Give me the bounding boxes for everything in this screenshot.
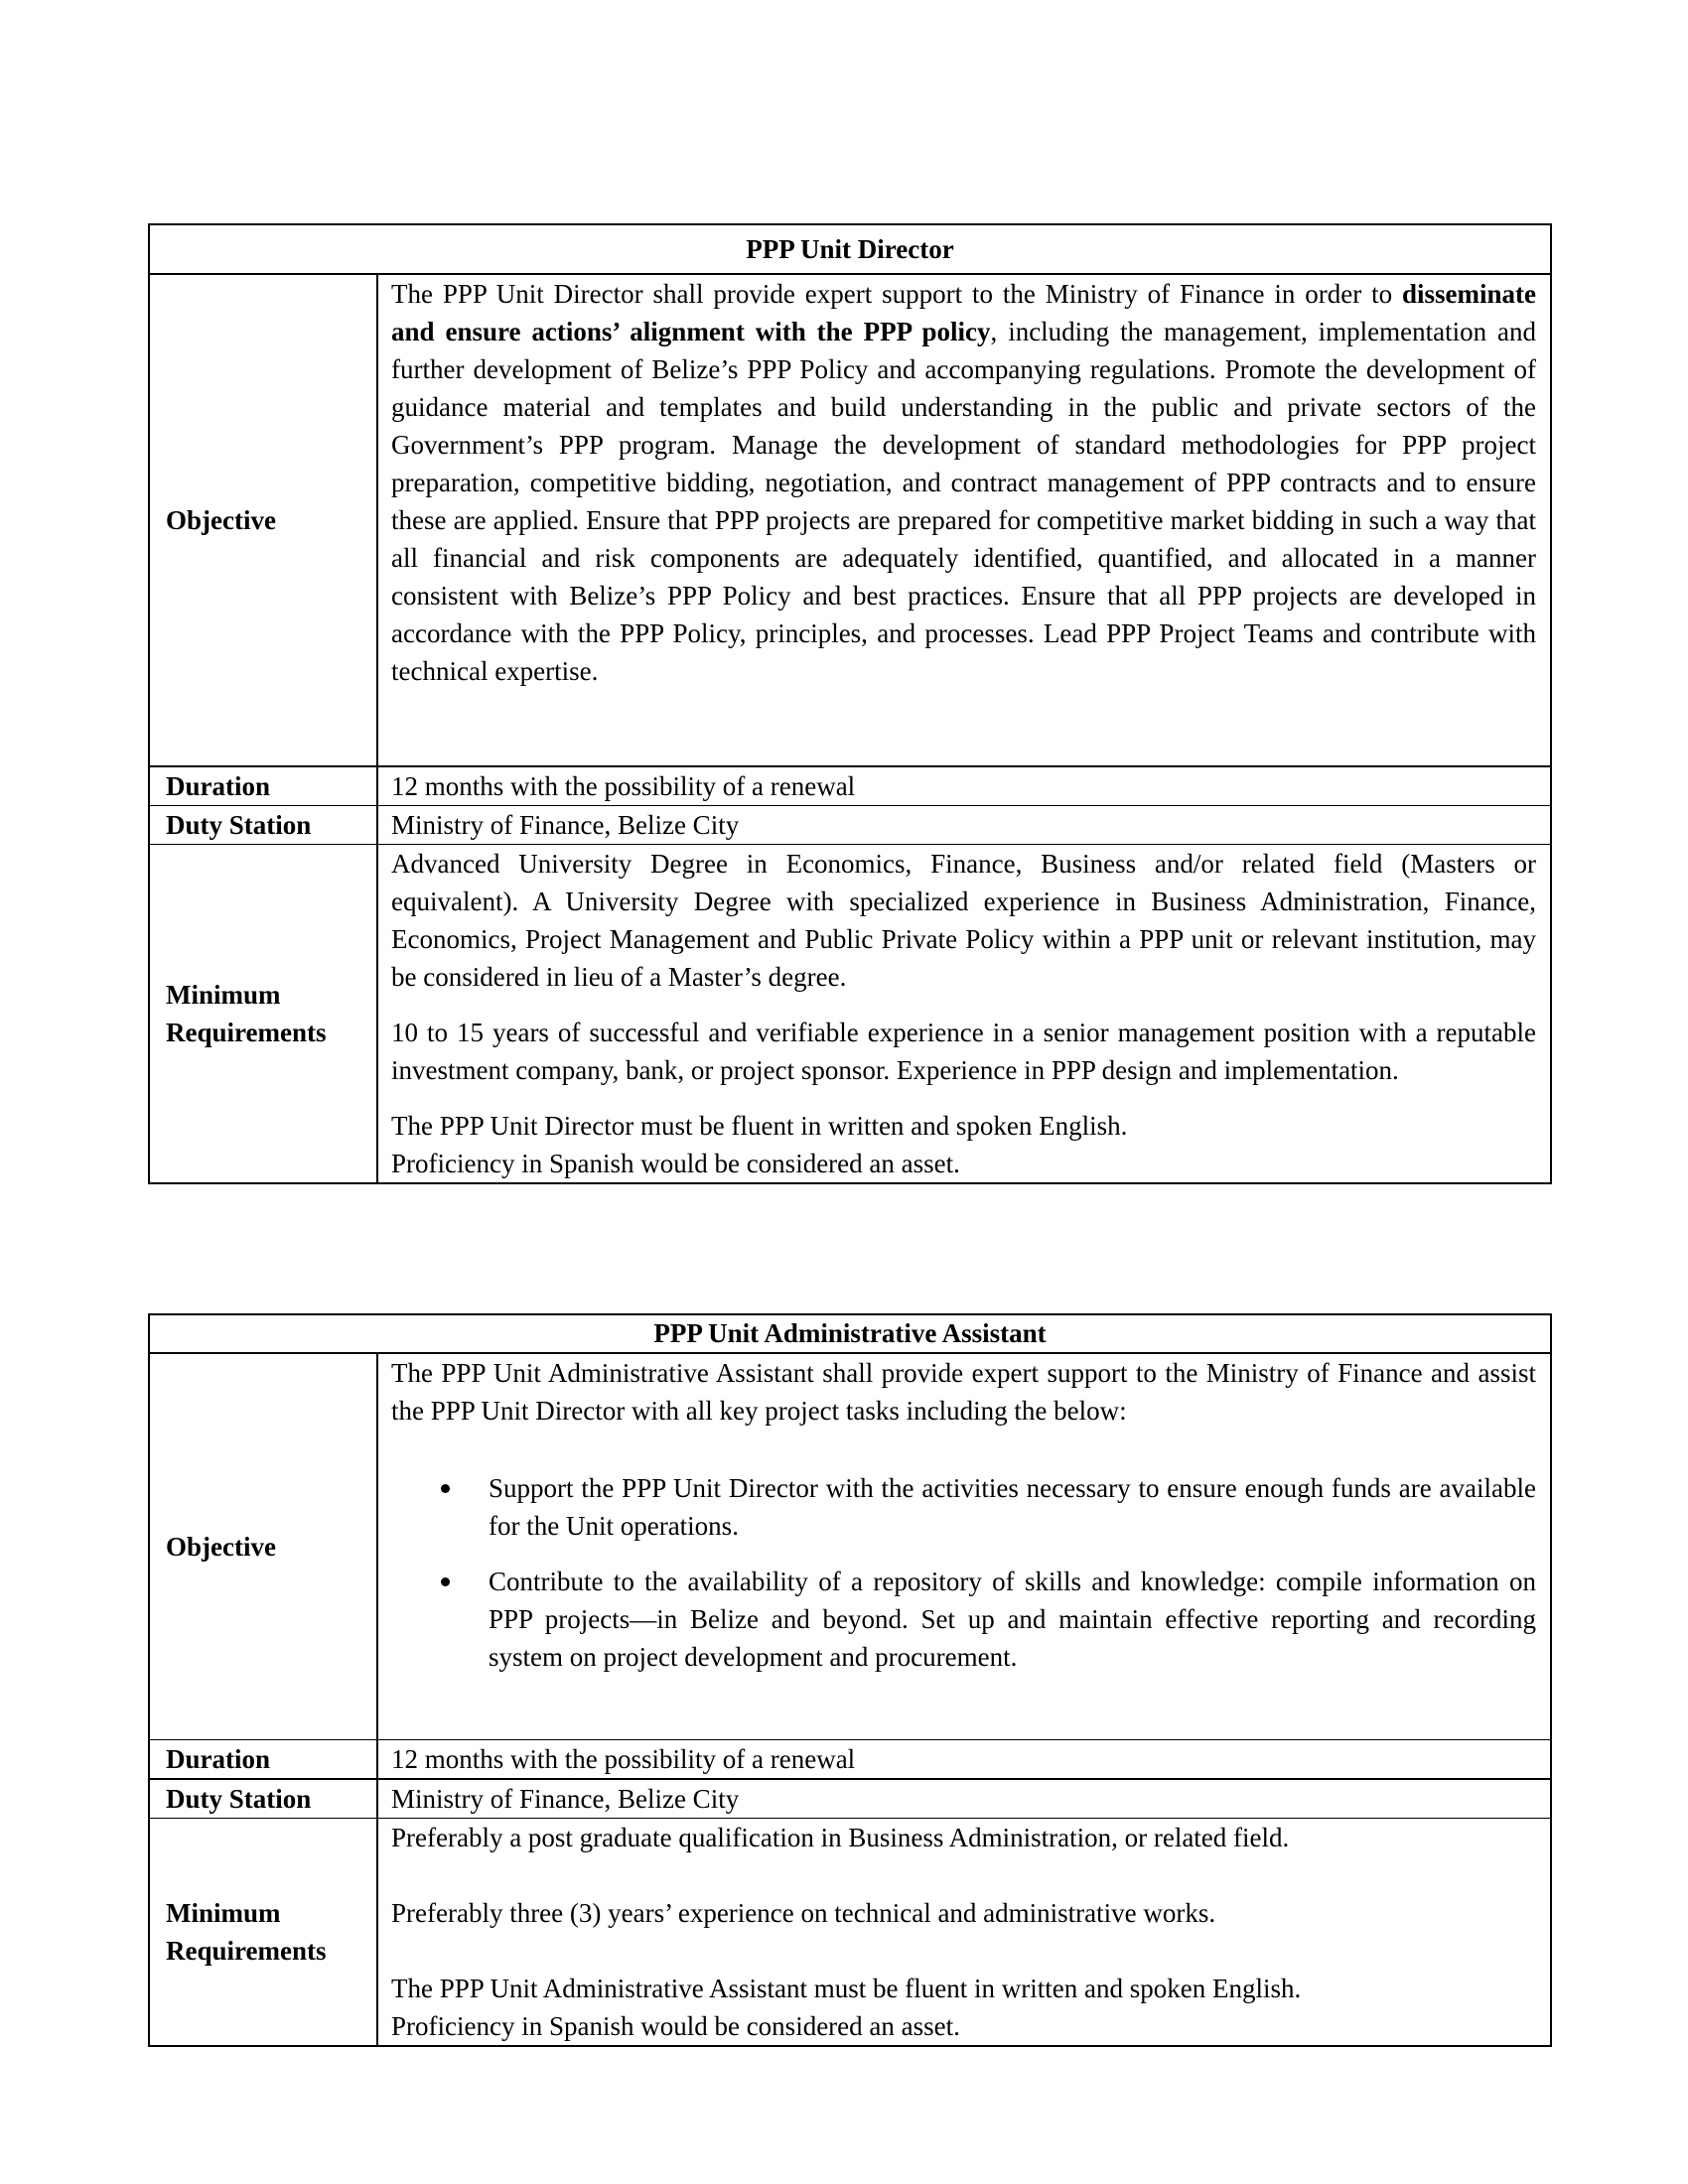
duration-value: 12 months with the possibility of a renewal (391, 1744, 856, 1774)
duration-row (150, 1740, 1550, 1780)
duration-row (150, 767, 1550, 806)
objective-text (378, 275, 1550, 765)
objective-bullet-list (391, 1469, 1536, 1676)
minimum-requirements-row (150, 1819, 1550, 2045)
row-label (150, 1819, 378, 2045)
minimum-requirements-text (378, 845, 1550, 1182)
bullet-icon (441, 1577, 450, 1586)
duty-station-row (150, 1780, 1550, 1819)
minimum-requirements-row (150, 845, 1550, 1182)
duty-station-value: Ministry of Finance, Belize City (391, 810, 740, 840)
objective-row (150, 275, 1550, 767)
requirement-paragraph: Proficiency in Spanish would be considered an asset. (391, 2011, 960, 2041)
objective-text (378, 1354, 1550, 1739)
requirement-paragraph: Proficiency in Spanish would be considered an asset. (391, 1149, 960, 1178)
ppp-unit-director-table (148, 223, 1552, 1184)
requirement-paragraph: The PPP Unit Administrative Assistant must be fluent in written and spoken English. (391, 1974, 1302, 2003)
requirement-paragraph: Preferably three (3) years’ experience on technical and administrative works. (391, 1898, 1216, 1928)
table-title: PPP Unit Director (150, 225, 1550, 275)
objective-row (150, 1354, 1550, 1740)
minimum-requirements-text (378, 1819, 1550, 2045)
bullet-item (391, 1563, 1536, 1676)
row-label-line: Requirements (166, 1018, 327, 1047)
row-label (150, 845, 378, 1182)
row-label: Duty Station (150, 1780, 378, 1818)
duty-station-value: Ministry of Finance, Belize City (391, 1784, 740, 1814)
requirement-paragraph: The PPP Unit Director must be fluent in written and spoken English. (391, 1111, 1128, 1141)
row-label: Objective (150, 1354, 378, 1739)
duty-station-row (150, 806, 1550, 845)
requirement-paragraph: 10 to 15 years of successful and verifiable experience in a senior management position with a reputable investment company, bank, or project sponsor. Experience in PPP design and implementation. (391, 1018, 1536, 1085)
objective-text-end: , including the management, implementation and further development of Belize’s PPP Policy and accompanying regulations. Promote the development of guidance material and templates and build understanding in the public and private sectors of the Government’s PPP program. Manage the development of standard methodologies for PPP project preparation, competitive bidding, negotiation, and contract management of PPP contracts and to ensure these are applied. Ensure that PPP projects are prepared for competitive market bidding in such a way that all financial and risk components are adequately identified, quantified, and allocated in a manner consistent with Belize’s PPP Policy and best practices. Ensure that all PPP projects are developed in accordance with the PPP Policy, principles, and processes. Lead PPP Project Teams and contribute with technical expertise. (391, 317, 1537, 686)
objective-text-start: The PPP Unit Director shall provide expert support to the Ministry of Finance in order to (391, 279, 1402, 309)
bullet-text: Support the PPP Unit Director with the activities necessary to ensure enough funds are available for the Unit operations. (489, 1473, 1536, 1541)
requirement-paragraph: Preferably a post graduate qualification in Business Administration, or related field. (391, 1823, 1290, 1852)
table-title: PPP Unit Administrative Assistant (150, 1315, 1550, 1354)
ppp-unit-administrative-assistant-table (148, 1313, 1552, 2047)
bullet-text: Contribute to the availability of a repository of skills and knowledge: compile information on PPP projects—in Belize and beyond. Set up and maintain effective reporting and recording system on project development and procurement. (489, 1567, 1536, 1672)
row-label-line: Requirements (166, 1936, 327, 1966)
row-label-line: Minimum (166, 1898, 281, 1928)
objective-text-bold: disseminate and ensure actions’ alignment with the PPP policy (391, 279, 1536, 346)
requirement-paragraph: Advanced University Degree in Economics, Finance, Business and/or related field (Masters or equivalent). A University Degree with specialized experience in Business Administration, Finance, Economics, Project Management and Public Private Policy within a PPP unit or relevant institution, may be considered in lieu of a Master’s degree. (391, 849, 1536, 992)
duration-value: 12 months with the possibility of a renewal (391, 771, 856, 801)
row-label-line: Minimum (166, 980, 281, 1010)
objective-intro: The PPP Unit Administrative Assistant shall provide expert support to the Ministry of Finance and assist the PPP Unit Director with all key project tasks including the below: (391, 1358, 1536, 1426)
row-label: Objective (150, 275, 378, 765)
row-label: Duration (150, 1740, 378, 1778)
bullet-icon (441, 1484, 450, 1493)
bullet-item (391, 1469, 1536, 1545)
row-label: Duration (150, 767, 378, 805)
row-label: Duty Station (150, 806, 378, 844)
